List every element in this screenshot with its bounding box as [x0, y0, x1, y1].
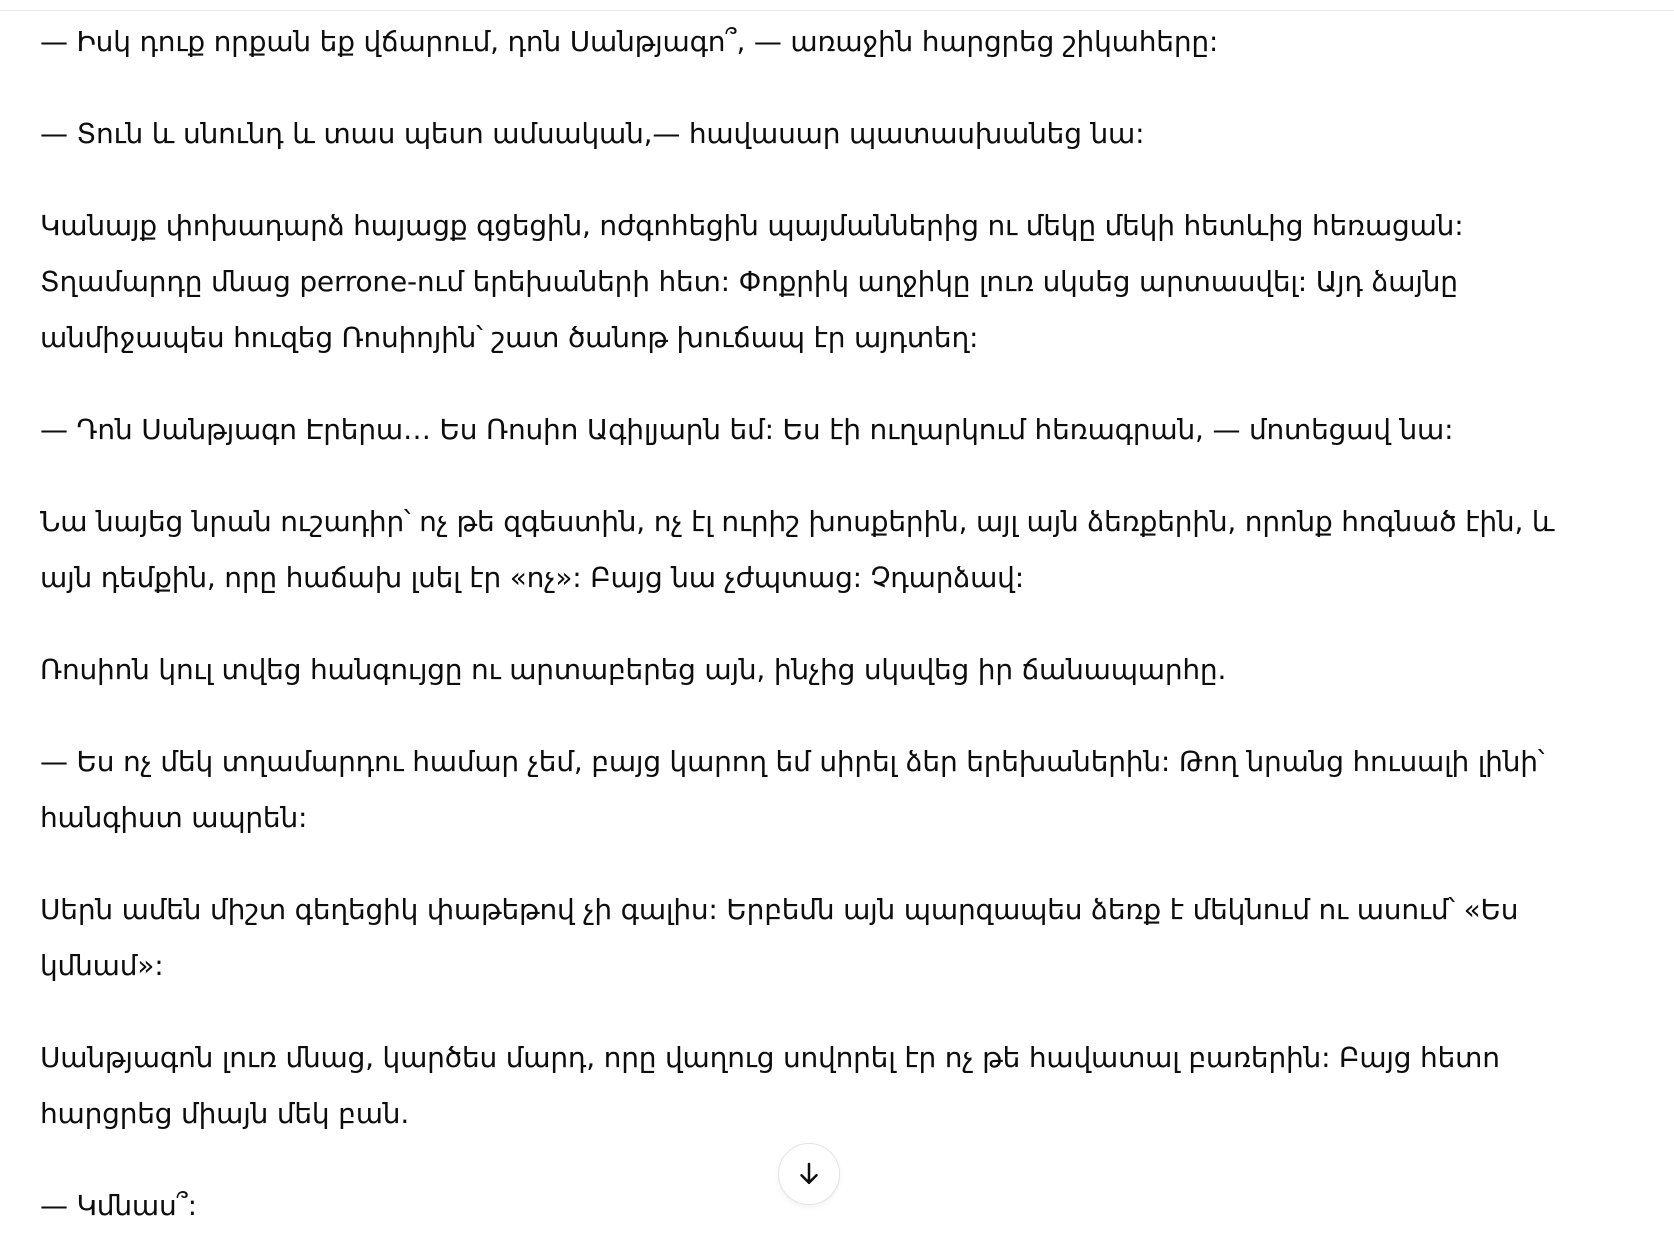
top-divider	[0, 10, 1674, 11]
arrow-down-icon	[794, 1159, 824, 1189]
paragraph: — Դոն Սանթյագո Էրերա… Ես Ռոսիո Ագիլյարն եմ: Ես էի ուղարկում հեռագրան, — մոտեցավ նա:	[40, 413, 1454, 446]
paragraph: Սերն ամեն միշտ գեղեցիկ փաթեթով չի գալիս: Երբեմն այն պարզապես ձեռք է մեկնում ու ասում՝ «Ես կմնամ»:	[40, 893, 1519, 982]
paragraph: Սանթյագոն լուռ մնաց, կարծես մարդ, որը վաղուց սովորել էր ոչ թե հավատալ բառերին: Բայց հետո հարցրեց միայն մեկ բան.	[40, 1041, 1500, 1130]
paragraph: Ռոսիոն կուլ տվեց հանգույցը ու արտաբերեց այն, ինչից սկսվեց իր ճանապարհը.	[40, 653, 1227, 686]
paragraph: Նա նայեց նրան ուշադիր՝ ոչ թե զգեստին, ոչ էլ ուրիշ խոսքերին, այլ այն ձեռքերին, որոնք հոգնած էին, և այն դեմքին, որը հաճախ լսել էր «ոչ»: Բայց նա չժպտաց: Չդարձավ:	[40, 505, 1555, 594]
paragraph: — Տուն և սնունդ և տաս պեսո ամսական,— հավասար պատասխանեց նա:	[40, 117, 1145, 150]
paragraph: — Կմնաս՞:	[40, 1189, 197, 1222]
paragraph: — Իսկ դուք որքան եք վճարում, դոն Սանթյագո՞, — առաջին հարցրեց շիկահերը:	[40, 25, 1219, 58]
message-content	[40, 14, 1600, 1238]
paragraph: Կանայք փոխադարձ հայացք գցեցին, ոժգոհեցին պայմաններից ու մեկը մեկի հետևից հեռացան: Տղամարդը մնաց perrone-ում երեխաների հետ: Փոքրիկ աղջիկը լուռ սկսեց արտասվել: Այդ ձայնը անմիջապես հուզեց Ռոսիոյին՝ շատ ծանոթ խուճապ էր այդտեղ:	[40, 209, 1464, 354]
scroll-to-bottom-button[interactable]	[778, 1143, 840, 1205]
paragraph: — Ես ոչ մեկ տղամարդու համար չեմ, բայց կարող եմ սիրել ձեր երեխաներին: Թող նրանց հուսալի լինի՝ հանգիստ ապրեն:	[40, 745, 1545, 834]
